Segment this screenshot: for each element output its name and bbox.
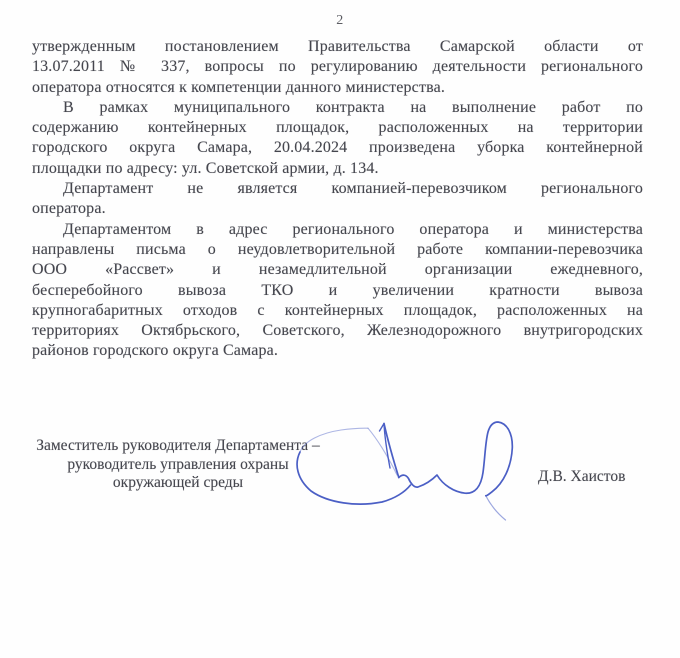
text-line: направлены письма о неудовлетворительной работе компании-перевозчика [32,240,643,258]
text-line: содержанию контейнерных площадок, расположенных на территории [32,119,643,137]
signature-entry-stroke [368,428,397,475]
text-line: Департаментом в адрес регионального оператора и министерства [63,220,643,238]
signature-wave-loop-stroke [399,422,513,496]
text-line: районов городского округа Самара. [32,342,279,360]
signature-spike-up-stroke [380,424,391,469]
paragraph-letters-sent [32,220,643,362]
text-line: Заместитель руководителя Департамента – [36,437,320,454]
text-line: территориях Октябрьского, Советского, Железнодорожного внутригородских [32,322,643,340]
text-line: В рамках муниципального контракта на выполнение работ по [63,98,643,116]
paragraph-not-carrier [32,179,643,220]
paragraph-municipal-contract [32,98,643,179]
text-line: окружающей среды [112,474,244,492]
text-line: площадки по адресу: ул. Советской армии, д. 134. [32,159,379,177]
text-line: Департамент не является компанией-перевозчиком регионального [63,180,643,198]
letter-body [32,37,643,362]
paragraph-ministry-competence [32,37,643,98]
signature-spike-down-stroke [384,424,399,478]
signatory-name: Д.В. Хаистов [538,468,626,485]
page-number: 2 [336,13,344,28]
text-line: оператора. [32,200,106,218]
text-line: утвержденным постановлением Правительства Самарской области от [32,38,643,55]
signature-tail-stroke [486,496,506,520]
text-line: ООО «Рассвет» и незамедлительной организации ежедневного, [32,261,643,279]
text-line: оператора относятся к компетенции данного министерства. [32,78,445,96]
text-line: руководитель управления охраны [67,455,289,473]
text-line: крупногабаритных отходов с контейнерных площадок, расположенных на [32,301,643,319]
text-line: бесперебойного вывоза ТКО и увеличении кратности вывоза [32,281,643,299]
signatory-title [32,437,324,493]
text-line: городского округа Самара, 20.04.2024 произведена уборка контейнерной [32,139,643,157]
text-line: 13.07.2011 № 337, вопросы по регулированию деятельности регионального [32,58,643,76]
